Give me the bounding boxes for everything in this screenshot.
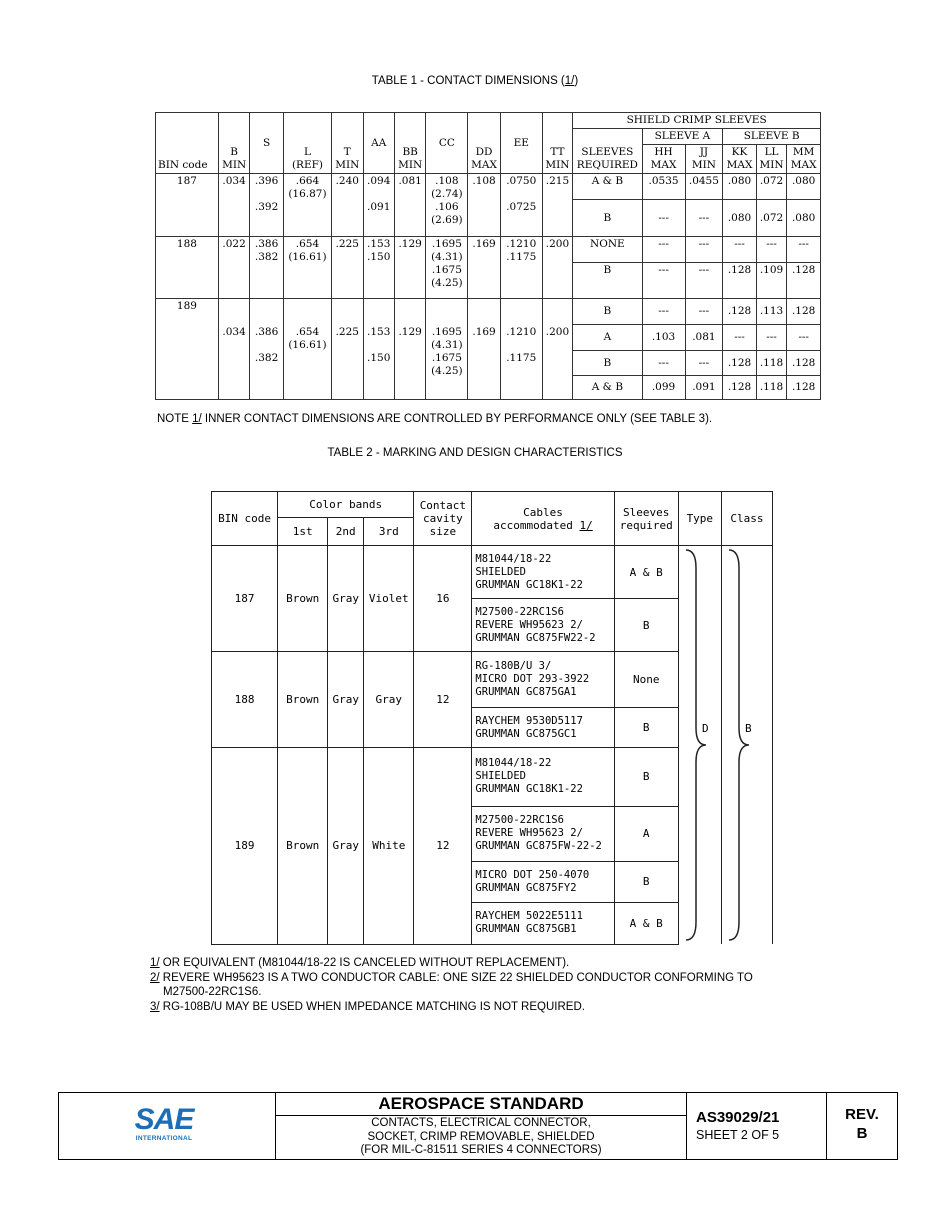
cell: .240 [332, 174, 363, 237]
cell: .081 [685, 325, 723, 351]
desc-line: CONTACTS, ELECTRICAL CONNECTOR, [371, 1117, 591, 1129]
type-brace [678, 546, 721, 945]
contact-dimensions-table [155, 112, 821, 400]
cell: .080 [723, 200, 757, 237]
col-1st: 1st [278, 518, 328, 546]
brace-icon [725, 548, 769, 942]
logo-text: SAE [134, 1103, 194, 1136]
cell: A & B [573, 376, 642, 400]
table-row [156, 299, 821, 325]
cell: RAYCHEM 5022E5111 GRUMMAN GC875GB1 [472, 902, 614, 944]
col-bin: BIN code [156, 113, 219, 174]
cell: --- [787, 325, 821, 351]
document-description [276, 1117, 686, 1158]
cell: --- [642, 200, 685, 237]
cell [283, 299, 331, 325]
cell: .664 (16.87) [283, 174, 331, 237]
col-ll: LL MIN [756, 145, 786, 174]
cell [426, 299, 468, 325]
logo-cell [59, 1093, 276, 1159]
desc-line: SOCKET, CRIMP REMOVABLE, SHIELDED [367, 1130, 595, 1143]
cell: .654 (16.61) [283, 325, 331, 400]
col-bb: BB MIN [394, 113, 425, 174]
col-type: Type [678, 492, 721, 546]
col-bin-code: BIN code [212, 492, 278, 546]
col-cc: CC [426, 113, 468, 174]
col-class: Class [721, 492, 772, 546]
rev-label: REV. [845, 1106, 879, 1123]
col-mm: MM MAX [787, 145, 821, 174]
bin-code: 189 [212, 748, 278, 944]
cell: .153 .150 [363, 325, 394, 400]
cell: .128 [787, 376, 821, 400]
cell: B [573, 200, 642, 237]
cell: .169 [468, 237, 500, 299]
cell: --- [723, 237, 757, 263]
cell [332, 299, 363, 325]
sheet-number: SHEET 2 OF 5 [696, 1128, 780, 1142]
cell: A [614, 806, 678, 861]
cell: --- [787, 237, 821, 263]
bin-code: 188 [212, 652, 278, 748]
cell: M27500-22RC1S6 REVERE WH95623 2/ GRUMMAN GC875FW22-2 [472, 599, 614, 652]
cell: 12 [414, 748, 472, 944]
sae-logo [129, 1105, 199, 1142]
cell: .128 [787, 299, 821, 325]
col-dd: DD MAX [468, 113, 500, 174]
col-ee: EE [500, 113, 542, 174]
cell: .386 .382 [250, 325, 284, 400]
note-3: 3/ RG-108B/U MAY BE USED WHEN IMPEDANCE MATCHING IS NOT REQUIRED. [150, 1000, 585, 1013]
cell: .1695 (4.31) .1675 (4.25) [426, 325, 468, 400]
cell: M81044/18-22 SHIELDED GRUMMAN GC18K1-22 [472, 748, 614, 806]
cell: .128 [723, 351, 757, 376]
cell: .1210 .1175 [500, 237, 542, 299]
cell [218, 299, 249, 325]
cell: --- [642, 351, 685, 376]
cell: .113 [756, 299, 786, 325]
cell: .072 [756, 200, 786, 237]
cell: .128 [723, 376, 757, 400]
cell: Brown [278, 652, 328, 748]
cell [156, 325, 219, 400]
cell: --- [642, 299, 685, 325]
cell: RG-180B/U 3/ MICRO DOT 293-3922 GRUMMAN GC875GA1 [472, 652, 614, 708]
brace-icon [682, 548, 718, 942]
cell: M27500-22RC1S6 REVERE WH95623 2/ GRUMMAN GC875FW-22-2 [472, 806, 614, 861]
col-3rd: 3rd [364, 518, 414, 546]
cell: B [573, 299, 642, 325]
desc-line: (FOR MIL-C-81511 SERIES 4 CONNECTORS) [360, 1144, 602, 1156]
cell: Violet [364, 546, 414, 652]
cell: 12 [414, 652, 472, 748]
rev-value: B [856, 1125, 868, 1142]
cell: RAYCHEM 9530D5117 GRUMMAN GC875GC1 [472, 708, 614, 748]
cell [500, 299, 542, 325]
col-kk: KK MAX [723, 145, 757, 174]
cell: .103 [642, 325, 685, 351]
cell: .128 [723, 299, 757, 325]
class-brace [721, 546, 772, 945]
cell: .225 [332, 325, 363, 400]
cell: None [614, 652, 678, 708]
cell: Gray [328, 748, 364, 944]
cell: Brown [278, 546, 328, 652]
col-cables: Cables accommodated 1/ [472, 492, 614, 546]
cell: .129 [394, 325, 425, 400]
cell: .022 [218, 237, 249, 299]
cell: .215 [542, 174, 572, 237]
col-jj: JJ MIN [685, 145, 723, 174]
table1-note: NOTE 1/ INNER CONTACT DIMENSIONS ARE CONTROLLED BY PERFORMANCE ONLY (SEE TABLE 3). [157, 413, 713, 425]
cell: .128 [723, 263, 757, 299]
cell: --- [685, 263, 723, 299]
cell: A & B [573, 174, 642, 200]
note-1: 1/ OR EQUIVALENT (M81044/18-22 IS CANCELED WITHOUT REPLACEMENT). [150, 957, 570, 969]
sleeve-a-header: SLEEVE A [642, 129, 723, 145]
cell: .129 [394, 237, 425, 299]
col-cavity-size: Contact cavity size [414, 492, 472, 546]
cell: .108 [468, 174, 500, 237]
standard-heading: AEROSPACE STANDARD [276, 1093, 686, 1116]
cell: .099 [642, 376, 685, 400]
cell: --- [685, 351, 723, 376]
cell: .091 [685, 376, 723, 400]
cell: .169 [468, 325, 500, 400]
table2-notes [150, 956, 753, 1014]
cell: .094 .091 [363, 174, 394, 237]
cell [468, 299, 500, 325]
cell: .072 [756, 174, 786, 200]
col-tt: TT MIN [542, 113, 572, 174]
note-2: 2/ REVERE WH95623 IS A TWO CONDUCTOR CABLE: ONE SIZE 22 SHIELDED CONDUCTOR CONFORMING TO [150, 971, 753, 984]
cell: .080 [723, 174, 757, 200]
bin-code: 188 [156, 237, 219, 299]
cell: .108 (2.74) .106 (2.69) [426, 174, 468, 237]
cell: .080 [787, 200, 821, 237]
revision [827, 1105, 897, 1143]
cell [250, 299, 284, 325]
table-row [212, 546, 773, 599]
rev-cell [827, 1093, 897, 1159]
cell: .081 [394, 174, 425, 237]
table-row [156, 174, 821, 200]
col-sleeves-required: Sleeves required [614, 492, 678, 546]
cell: .080 [787, 174, 821, 200]
cell: .034 [218, 174, 249, 237]
cell: --- [756, 237, 786, 263]
logo-sub: INTERNATIONAL [135, 1135, 193, 1142]
col-hh: HH MAX [642, 145, 685, 174]
table1-caption: TABLE 1 - CONTACT DIMENSIONS (1/) [371, 75, 579, 87]
cell: B [573, 263, 642, 299]
cell: A & B [614, 902, 678, 944]
cell [542, 299, 572, 325]
cell: B [614, 861, 678, 902]
col-l: L (REF) [283, 113, 331, 174]
cell: .0535 [642, 174, 685, 200]
cell: M81044/18-22 SHIELDED GRUMMAN GC18K1-22 [472, 546, 614, 599]
cell: .1210 .1175 [500, 325, 542, 400]
cell: .034 [218, 325, 249, 400]
cell: .0455 [685, 174, 723, 200]
shield-crimp-sleeves-header: SHIELD CRIMP SLEEVES [573, 113, 821, 129]
marking-design-table [211, 491, 773, 945]
cell: NONE [573, 237, 642, 263]
col-aa: AA [363, 113, 394, 174]
class-value: B [745, 722, 752, 735]
cell: .128 [787, 351, 821, 376]
cell [363, 299, 394, 325]
col-t: T MIN [332, 113, 363, 174]
cell: .109 [756, 263, 786, 299]
cell: --- [685, 299, 723, 325]
table2-caption: TABLE 2 - MARKING AND DESIGN CHARACTERISTICS [327, 447, 623, 459]
cell: A & B [614, 546, 678, 599]
cell: Gray [364, 652, 414, 748]
bin-code: 187 [156, 174, 219, 237]
type-value: D [702, 722, 709, 735]
cell: --- [685, 200, 723, 237]
col-s: S [250, 113, 284, 174]
cell: --- [642, 237, 685, 263]
cell: .200 [542, 237, 572, 299]
color-bands-header: Color bands [278, 492, 414, 518]
cell: B [614, 708, 678, 748]
cell: .396 .392 [250, 174, 284, 237]
cell: .225 [332, 237, 363, 299]
cell: --- [685, 237, 723, 263]
cell: --- [723, 325, 757, 351]
cell: --- [642, 263, 685, 299]
cell: .118 [756, 351, 786, 376]
title-cell [276, 1093, 687, 1159]
bin-code: 187 [212, 546, 278, 652]
cell: .654 (16.61) [283, 237, 331, 299]
title-block [58, 1092, 898, 1160]
cell: Gray [328, 652, 364, 748]
cell: B [573, 351, 642, 376]
cell: B [614, 599, 678, 652]
cell: Brown [278, 748, 328, 944]
cell: --- [756, 325, 786, 351]
cell: Gray [328, 546, 364, 652]
cell: A [573, 325, 642, 351]
cell: .153 .150 [363, 237, 394, 299]
cell: MICRO DOT 250-4070 GRUMMAN GC875FY2 [472, 861, 614, 902]
cell: White [364, 748, 414, 944]
cell: 16 [414, 546, 472, 652]
col-2nd: 2nd [328, 518, 364, 546]
cell: .118 [756, 376, 786, 400]
doc-number-cell [687, 1093, 827, 1159]
cell: B [614, 748, 678, 806]
doc-number: AS39029/21 [696, 1109, 780, 1126]
sleeve-b-header: SLEEVE B [723, 129, 821, 145]
col-sleeves-required: SLEEVES REQUIRED [573, 129, 642, 174]
cell: .128 [787, 263, 821, 299]
cell [394, 299, 425, 325]
note-2-cont: M27500-22RC1S6. [163, 986, 262, 998]
cell: .1695 (4.31) .1675 (4.25) [426, 237, 468, 299]
table-row [156, 325, 821, 351]
col-b: B MIN [218, 113, 249, 174]
cell: .200 [542, 325, 572, 400]
cell: .386 .382 [250, 237, 284, 299]
cell: .0750 .0725 [500, 174, 542, 237]
table-row [156, 237, 821, 263]
bin-code: 189 [156, 299, 219, 325]
